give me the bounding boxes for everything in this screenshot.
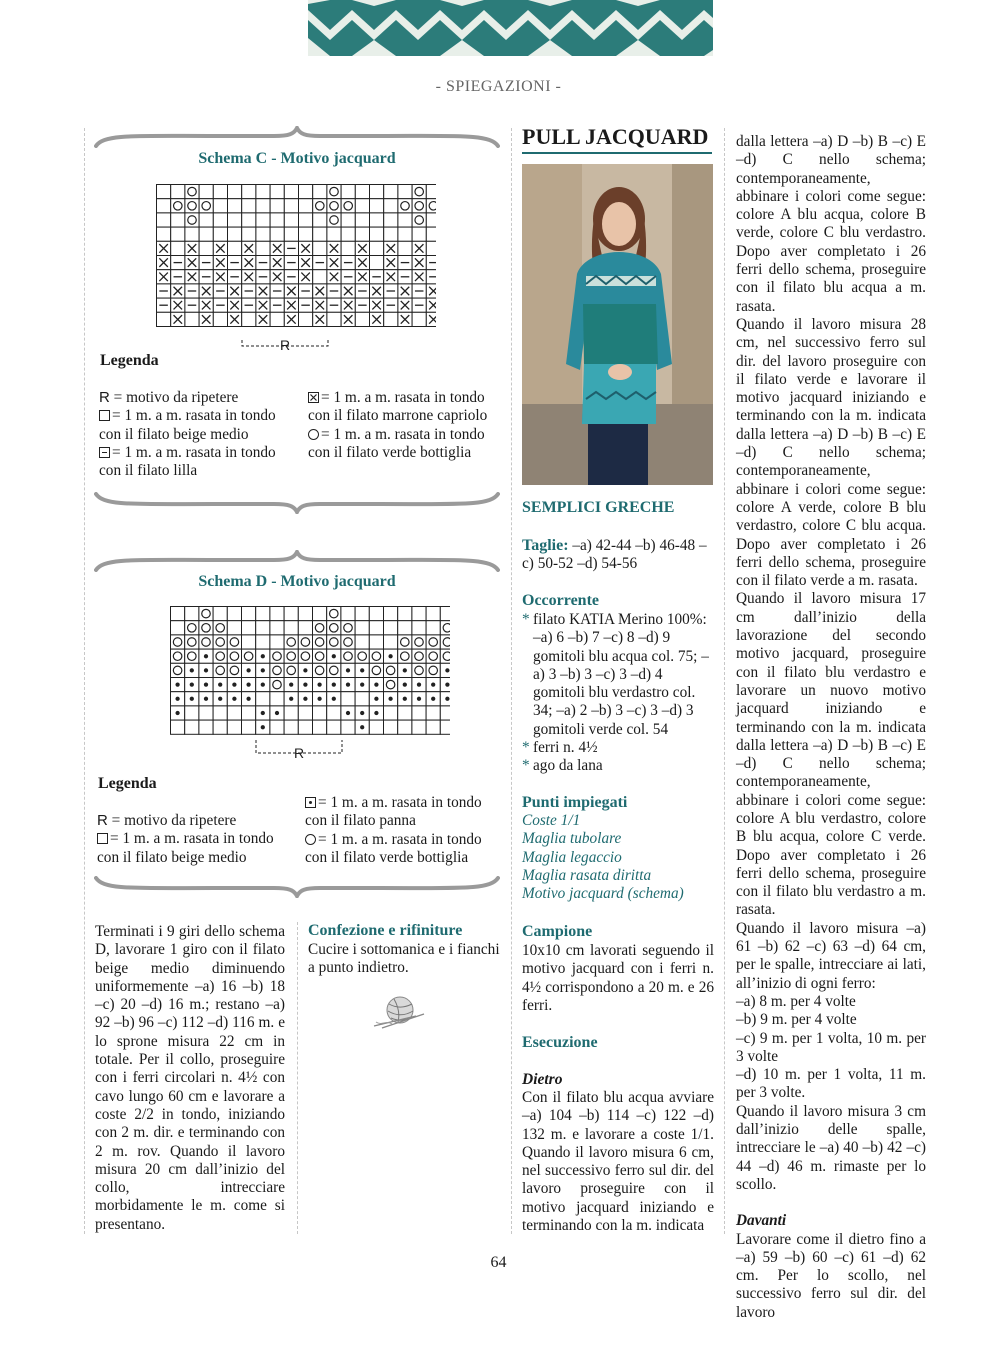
brace-divider: [94, 550, 500, 572]
schema-d-title: Schema D - Motivo jacquard: [198, 573, 396, 590]
jacquard-banner-image: [308, 0, 713, 56]
esecuzione-title: Esecuzione: [522, 1034, 598, 1051]
list-item: [522, 739, 714, 757]
punti-title: Punti impiegati: [522, 794, 628, 811]
cross-square-icon: [308, 392, 319, 403]
schema-d-chart: [170, 606, 450, 762]
dot-square-icon: [305, 797, 316, 808]
paragraph: –b) 9 m. per 4 volte: [736, 1011, 857, 1029]
right-column-text: [736, 133, 926, 1322]
paragraph: Quando il lavoro misura –a) 61 –b) 62 –c) 63 –d) 64 cm, per le spalle, intrecciare ai lati, all’inizio di ogni ferro:: [736, 919, 926, 992]
paragraph: Quando il lavoro misura 28 cm, nel successivo ferro sul dir. del lavoro proseguire con il filato verde e lavorare il motivo jacquard iniziando e terminando con la m. indicata dalla lettera –a) D –b) B –c) E –d) C nello schema; contemporaneamente, abbinare i colori come segue: colore A verde, colore B blu verdastro, colore C blu acqua. Dopo aver completato i 26 ferri dello schema, proseguire con il filato verde a m. rasata.: [736, 315, 926, 590]
brace-divider: [94, 876, 500, 898]
confezione-text: Cucire i sottomanica e i fianchi a punto indietro.: [308, 941, 500, 977]
confezione-title: Confezione e rifiniture: [308, 922, 463, 939]
legend-verde-text: = 1 m. a m. rasata in tondo con il filato verde bottiglia: [305, 830, 482, 866]
davanti-title: Davanti: [736, 1212, 787, 1230]
paragraph: dalla lettera –a) D –b) B –c) E –d) C nello schema; contemporaneamente, abbinare i colori come segue: colore A blu acqua, colore B verde, colore C blu verdastro. Dopo aver completato i 26 ferri dello schema, proseguire con il filato blu acqua a m. rasata.: [736, 133, 926, 315]
circle-icon: [308, 429, 319, 440]
schema-d-legend-title: Legenda: [98, 775, 157, 792]
schema-c-legend-title: Legenda: [100, 352, 159, 369]
legend-panna-text: = 1 m. a m. rasata in tondo con il filato panna: [305, 794, 482, 830]
column-divider: [724, 128, 725, 1234]
stitch-item: Maglia legaccio: [522, 848, 622, 866]
repeat-letter: R: [97, 812, 108, 829]
campione-title: Campione: [522, 923, 593, 940]
legend-marrone-text: = 1 m. a m. rasata in tondo con il filato marrone capriolo: [308, 389, 488, 425]
paragraph: –a) 8 m. per 4 volte: [736, 992, 856, 1010]
schema-d-repeat-label: R: [293, 745, 305, 761]
paragraph: Lavorare come il dietro fino a –a) 59 –b) 60 –c) 61 –d) 62 cm. Per lo scollo, nel successivo ferro sul dir. del lavoro: [736, 1230, 926, 1321]
empty-square-icon: [99, 410, 110, 421]
sizes: [522, 537, 714, 574]
legend-repeat-text: = motivo da ripetere: [113, 389, 239, 406]
schema-c-chart: [156, 184, 436, 354]
page-number: 64: [490, 1254, 507, 1271]
paragraph: –c) 9 m. per 1 volta, 10 m. per 3 volte: [736, 1029, 926, 1065]
legend-verde-text: = 1 m. a m. rasata in tondo con il filato verde bottiglia: [308, 425, 485, 461]
repeat-letter: R: [99, 389, 110, 406]
stitch-item: Maglia tubolare: [522, 830, 622, 848]
stitch-item: Coste 1/1: [522, 812, 581, 829]
circle-icon: [305, 834, 316, 845]
material-text: filato KATIA Merino 100%: –a) 6 –b) 7 –c) 8 –d) 9 gomitoli blu acqua col. 75; –a) 3 –b) 3 –c) 3 –d) 4 gomitoli blu verdastro col. 34; –a) 2 –b) 3 –c) 3 –d) 3 gomitoli verde col. 54: [533, 611, 709, 738]
material-text: ago da lana: [533, 757, 603, 775]
neck-instructions: Terminati i 9 giri dello schema D, lavorare 1 giro con il filato beige medio diminuendo uniformemente –a) 16 –b) 18 –c) 20 –d) 16 m.; restano –a) 92 –b) 96 –c) 112 –d) 116 m. e lo sprone misura 22 cm in totale. Per il collo, proseguire con i ferri circolari n. 4½ con cavo lungo 60 cm e lavorare a coste 2/2 in tondo, iniziando con 2 m. dir. e terminando con 2 m. rov. Quando il lavoro misura 20 cm dall’inizio del collo, intrecciare morbidamente le m. come si presentano.: [95, 923, 285, 1233]
material-text: ferri n. 4½: [533, 739, 598, 757]
sizes-label: Taglie:: [522, 537, 569, 554]
legend-repeat-text: = motivo da ripetere: [111, 812, 237, 829]
column-divider: [511, 128, 512, 1234]
stitch-item: Maglia rasata diritta: [522, 866, 652, 884]
list-item: [522, 757, 714, 775]
legend-beige-text: = 1 m. a m. rasata in tondo con il filato beige medio: [99, 407, 276, 443]
stitch-item: Motivo jacquard (schema): [522, 885, 684, 903]
schema-c-legend-left: [99, 389, 295, 480]
dietro-title: Dietro: [522, 1071, 563, 1088]
section-header: - SPIEGAZIONI -: [435, 78, 562, 95]
legend-lilla-text: = 1 m. a m. rasata in tondo con il filato lilla: [99, 443, 276, 480]
schema-d-legend-left: [97, 812, 293, 867]
legend-beige-text: = 1 m. a m. rasata in tondo con il filato beige medio: [97, 830, 274, 866]
dietro-text: Con il filato blu acqua avviare –a) 104 –b) 114 –c) 122 –d) 132 m. e lavorare a coste 1/1. Quando il lavoro misura 6 cm, nel successivo ferro sul dir. del lavoro proseguire con il motivo jacquard iniziando e terminando con la m. indicata: [522, 1089, 714, 1235]
minus-square-icon: [99, 447, 110, 458]
zigzag-pattern: [308, 0, 713, 56]
brace-divider: [94, 492, 500, 514]
materials-list: [522, 611, 714, 776]
bullet: *: [522, 611, 530, 628]
column-divider: [297, 922, 298, 1234]
schema-c-legend-right: [308, 389, 504, 462]
difficulty-level: SEMPLICI GRECHE: [522, 499, 675, 516]
paragraph: Quando il lavoro misura 3 cm dall’inizio delle spalle, intrecciare le –a) 40 –b) 42 –c) 44 –d) 46 m. rimaste per lo scollo.: [736, 1102, 926, 1193]
campione-text: 10x10 cm lavorati seguendo il motivo jacquard con i ferri n. 4½ corrispondono a 20 m. e 26 ferri.: [522, 942, 714, 1014]
schema-c-repeat-label: R: [279, 337, 291, 353]
bullet: *: [522, 739, 530, 757]
empty-square-icon: [97, 833, 108, 844]
list-item: [522, 611, 714, 739]
schema-d-legend-right: [305, 794, 501, 867]
schema-c-title: Schema C - Motivo jacquard: [198, 150, 396, 167]
stitches-list: [522, 812, 714, 903]
woman-sweater-illustration: [522, 164, 713, 485]
model-photo: [522, 164, 713, 485]
brace-divider: [94, 126, 500, 148]
bullet: *: [522, 757, 530, 775]
occorrente-title: Occorrente: [522, 592, 599, 609]
paragraph: Quando il lavoro misura 17 cm dall’inizio della lavorazione del secondo motivo jacquard, proseguire con il filato blu verdastro e lavorare un nuovo motivo jacquard iniziando e terminando con la m. indicata dalla lettera –a) D –b) B –c) E –d) C nello schema; contemporaneamente, abbinare i colori come segue: colore A blu verdastro, colore B blu acqua, colore C verde. Dopo aver completato i 26 ferri dello schema, proseguire con il filato blu verdastro a m. rasata.: [736, 590, 926, 919]
sizes-value: –a) 42-44 –b) 46-48 –c) 50-52 –d) 54-56: [522, 537, 707, 573]
column-divider: [84, 128, 85, 1234]
pattern-title: PULL JACQUARD: [522, 124, 712, 154]
paragraph: –d) 10 m. per 1 volta, 11 m. per 3 volte.: [736, 1066, 926, 1102]
yarn-ball-icon: [372, 992, 430, 1032]
